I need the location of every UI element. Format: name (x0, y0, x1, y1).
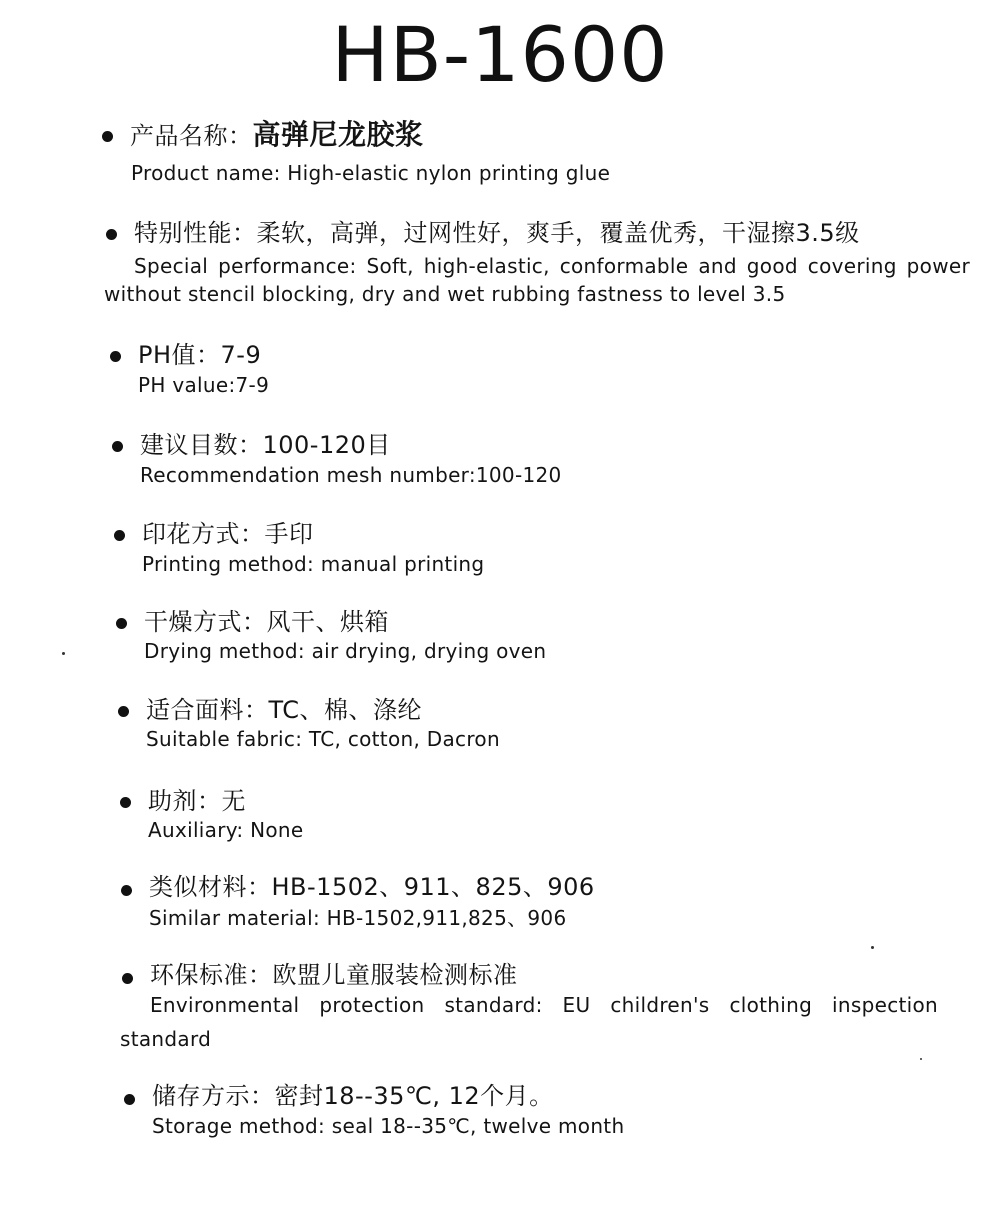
spec-zh-line (146, 695, 422, 725)
spec-zh-line (134, 218, 860, 248)
spec-zh-line (152, 1081, 554, 1111)
spec-zh-line (140, 430, 391, 460)
spec-value: 高弹尼龙胶浆 (252, 118, 424, 151)
bullet-icon (118, 706, 129, 717)
spec-value: 密封18--35℃, 12个月。 (274, 1082, 554, 1110)
spec-zh-line (148, 786, 246, 816)
spec-label: 印花方式： (142, 520, 265, 548)
spec-en-line: Printing method: manual printing (142, 552, 485, 576)
spec-en-line: PH value:7-9 (138, 373, 270, 397)
spec-label: 建议目数： (140, 431, 263, 459)
spec-value: 欧盟儿童服装检测标准 (272, 961, 518, 989)
bullet-icon (122, 973, 133, 984)
spec-label: 特别性能： (134, 219, 257, 247)
spec-label: 助剂： (148, 787, 222, 815)
bullet-icon (106, 229, 117, 240)
bullet-icon (102, 131, 113, 142)
spec-en-line: Drying method: air drying, drying oven (144, 639, 547, 663)
spec-value: HB-1502、911、825、906 (271, 873, 595, 901)
bullet-icon (124, 1094, 135, 1105)
spec-zh-line (144, 607, 389, 637)
scan-speck (871, 946, 874, 949)
spec-en-line: Product name: High-elastic nylon printing glue (131, 161, 611, 185)
spec-label: 适合面料： (146, 696, 269, 724)
spec-label: 干燥方式： (144, 608, 267, 636)
spec-value: 柔软，高弹，过网性好，爽手，覆盖优秀，干湿擦3.5级 (256, 219, 860, 247)
spec-label: 类似材料： (149, 873, 272, 901)
spec-en-line: Storage method: seal 18--35℃, twelve month (152, 1114, 625, 1138)
spec-zh-line (149, 872, 595, 902)
bullet-icon (121, 885, 132, 896)
spec-en-line: Similar material: HB-1502,911,825、906 (149, 906, 567, 930)
spec-en-line: Special performance: Soft, high-elastic, conformable and good covering power without stencil blocking, dry and wet rubbing fastness to level 3.5 (104, 254, 970, 306)
spec-label: PH值： (138, 341, 221, 369)
document-title: HB-1600 (331, 10, 669, 99)
bullet-icon (110, 351, 121, 362)
spec-en-line: Auxiliary: None (148, 818, 304, 842)
spec-value: 手印 (264, 520, 314, 548)
spec-zh-line (150, 960, 518, 990)
spec-zh-line (138, 340, 261, 370)
spec-value: 100-120目 (262, 431, 391, 459)
spec-value: 风干、烘箱 (266, 608, 389, 636)
bullet-icon (120, 797, 131, 808)
bullet-icon (114, 530, 125, 541)
spec-value: 7-9 (220, 341, 262, 369)
spec-label: 环保标准： (150, 961, 273, 989)
bullet-icon (112, 441, 123, 452)
spec-en-line: Environmental protection standard: EU children's clothing inspection standard (120, 993, 938, 1051)
spec-value: 无 (221, 787, 246, 815)
spec-zh-line (142, 519, 314, 549)
spec-en-line: Recommendation mesh number:100-120 (140, 463, 562, 487)
spec-en-line: Suitable fabric: TC, cotton, Dacron (146, 727, 500, 751)
spec-label: 产品名称： (130, 122, 253, 150)
spec-zh-line (130, 120, 424, 151)
spec-label: 储存方示： (152, 1082, 275, 1110)
spec-value: TC、棉、涤纶 (268, 696, 423, 724)
scan-speck (62, 652, 65, 655)
scan-speck (920, 1058, 922, 1060)
bullet-icon (116, 618, 127, 629)
